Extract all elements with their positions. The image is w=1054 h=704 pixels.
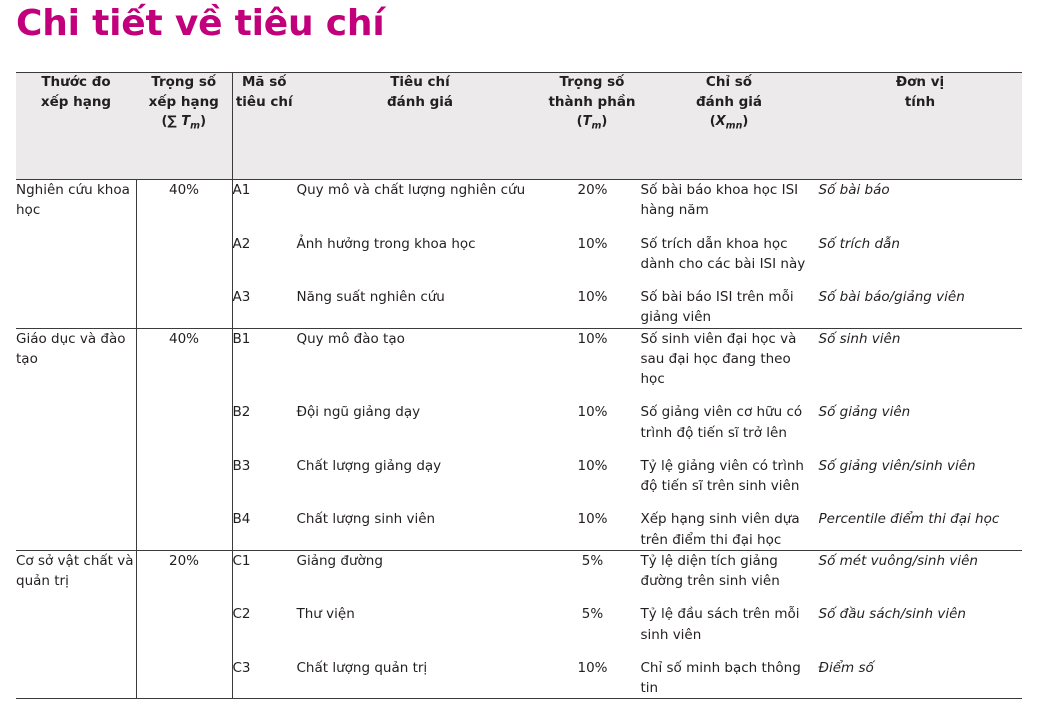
list-item	[233, 658, 1023, 699]
list-item	[233, 287, 1023, 328]
item-sub-weight: 10%	[577, 330, 608, 347]
item-index: Tỷ lệ giảng viên có trình độ tiến sĩ trên sinh viên	[640, 457, 804, 494]
column-header-index-line1: Chỉ số	[705, 74, 753, 90]
item-index: Số sinh viên đại học và sau đại học đang theo học	[640, 330, 797, 387]
column-header-code-line1: Mã số	[241, 74, 287, 90]
item-index: Số trích dẫn khoa học dành cho các bài ISI này	[640, 235, 806, 272]
item-unit: Số bài báo/giảng viên	[818, 289, 965, 305]
column-header-code	[232, 73, 296, 180]
item-index: Số bài báo ISI trên mỗi giảng viên	[640, 289, 794, 326]
column-header-measure	[16, 73, 136, 180]
list-item	[233, 604, 1023, 658]
item-unit: Số trích dẫn	[818, 235, 900, 252]
group-weight: 40%	[136, 328, 232, 550]
table-row	[16, 550, 1022, 699]
group-items-table	[233, 329, 1023, 550]
column-header-weight-line2: xếp hạng	[148, 93, 219, 110]
column-header-weight	[136, 73, 232, 180]
item-code: C3	[232, 659, 251, 676]
group-items-table	[233, 180, 1023, 328]
item-sub-weight: 10%	[577, 235, 608, 252]
column-header-sub-weight-line1: Trọng số	[559, 74, 625, 90]
list-item	[233, 551, 1023, 605]
group-items-table	[233, 551, 1023, 699]
group-items	[232, 550, 1022, 699]
list-item	[233, 456, 1023, 510]
list-item	[233, 180, 1023, 234]
item-sub-weight: 10%	[577, 511, 608, 528]
table-row	[16, 180, 1022, 329]
group-weight: 40%	[136, 180, 232, 329]
item-unit: Điểm số	[818, 659, 874, 676]
column-header-index-line2: đánh giá	[695, 93, 763, 110]
item-code: A2	[232, 235, 251, 252]
column-header-weight-line1: Trọng số	[151, 74, 217, 90]
item-criteria: Thư viện	[296, 606, 355, 623]
column-header-sub-weight-formula: $(T_m)$	[576, 114, 608, 132]
column-header-criteria-line1: Tiêu chí	[390, 74, 450, 90]
group-weight: 20%	[136, 550, 232, 699]
item-index: Tỷ lệ đầu sách trên mỗi sinh viên	[640, 606, 800, 643]
item-criteria: Giảng đường	[296, 552, 383, 569]
item-sub-weight: 10%	[577, 659, 608, 676]
column-header-unit-line1: Đơn vị	[895, 74, 945, 90]
group-measure: Nghiên cứu khoa học	[16, 180, 136, 329]
column-header-sub-weight	[544, 73, 640, 180]
item-code: C1	[232, 552, 251, 569]
item-code: C2	[232, 606, 251, 623]
criteria-table	[16, 72, 1022, 699]
column-header-measure-line2: xếp hạng	[40, 93, 112, 110]
criteria-table-container	[16, 72, 1022, 699]
group-measure: Giáo dục và đào tạo	[16, 328, 136, 550]
item-sub-weight: 5%	[581, 552, 604, 569]
item-unit: Số sinh viên	[818, 330, 901, 347]
item-sub-weight: 5%	[581, 606, 604, 623]
group-measure: Cơ sở vật chất và quản trị	[16, 550, 136, 699]
item-criteria: Ảnh hưởng trong khoa học	[296, 235, 476, 252]
list-item	[233, 509, 1023, 550]
item-criteria: Chất lượng quản trị	[296, 659, 428, 676]
item-criteria: Quy mô đào tạo	[296, 330, 405, 347]
item-index: Tỷ lệ diện tích giảng đường trên sinh viên	[640, 552, 780, 589]
page-title: Chi tiết về tiêu chí	[16, 3, 385, 44]
item-unit: Số giảng viên/sinh viên	[818, 457, 976, 474]
group-items	[232, 328, 1022, 550]
item-code: B4	[232, 511, 251, 528]
column-header-measure-line1: Thước đo	[41, 74, 111, 90]
list-item	[233, 329, 1023, 403]
table-row	[16, 328, 1022, 550]
column-header-index-formula: $(X_{mn})$	[709, 114, 749, 132]
item-criteria: Chất lượng sinh viên	[296, 511, 436, 528]
item-code: A1	[232, 182, 251, 198]
item-unit: Số đầu sách/sinh viên	[818, 606, 966, 623]
table-header	[16, 73, 1022, 180]
header-row	[16, 73, 1022, 180]
column-header-unit-line2: tính	[904, 93, 936, 110]
column-header-code-line2: tiêu chí	[235, 93, 293, 110]
item-code: B3	[232, 457, 251, 474]
item-index: Số giảng viên cơ hữu có trình độ tiến sĩ trở lên	[640, 404, 803, 441]
list-item	[233, 402, 1023, 456]
item-index: Xếp hạng sinh viên dựa trên điểm thi đại học	[640, 511, 800, 548]
column-header-criteria	[296, 73, 544, 180]
list-item	[233, 234, 1023, 288]
item-unit: Số mét vuông/sinh viên	[818, 552, 978, 569]
item-code: A3	[232, 289, 251, 305]
item-unit: Số bài báo	[818, 182, 890, 198]
group-items	[232, 180, 1022, 329]
item-index: Số bài báo khoa học ISI hàng năm	[640, 182, 799, 219]
item-sub-weight: 10%	[577, 289, 608, 305]
item-sub-weight: 10%	[577, 457, 608, 474]
column-header-weight-formula: (∑ $T_m$)	[161, 114, 207, 132]
item-criteria: Quy mô và chất lượng nghiên cứu	[296, 182, 526, 198]
column-header-sub-weight-line2: thành phần	[548, 93, 636, 110]
item-sub-weight: 20%	[577, 182, 608, 198]
item-code: B1	[232, 330, 251, 347]
column-header-unit	[818, 73, 1022, 180]
item-unit: Số giảng viên	[818, 404, 911, 421]
item-unit: Percentile điểm thi đại học	[818, 511, 1000, 528]
item-criteria: Năng suất nghiên cứu	[296, 289, 445, 305]
column-header-index	[640, 73, 818, 180]
table-body	[16, 180, 1022, 699]
item-criteria: Đội ngũ giảng dạy	[296, 404, 421, 421]
item-sub-weight: 10%	[577, 404, 608, 421]
item-criteria: Chất lượng giảng dạy	[296, 457, 442, 474]
item-code: B2	[232, 404, 251, 421]
item-index: Chỉ số minh bạch thông tin	[640, 659, 801, 696]
column-header-criteria-line2: đánh giá	[386, 93, 454, 110]
